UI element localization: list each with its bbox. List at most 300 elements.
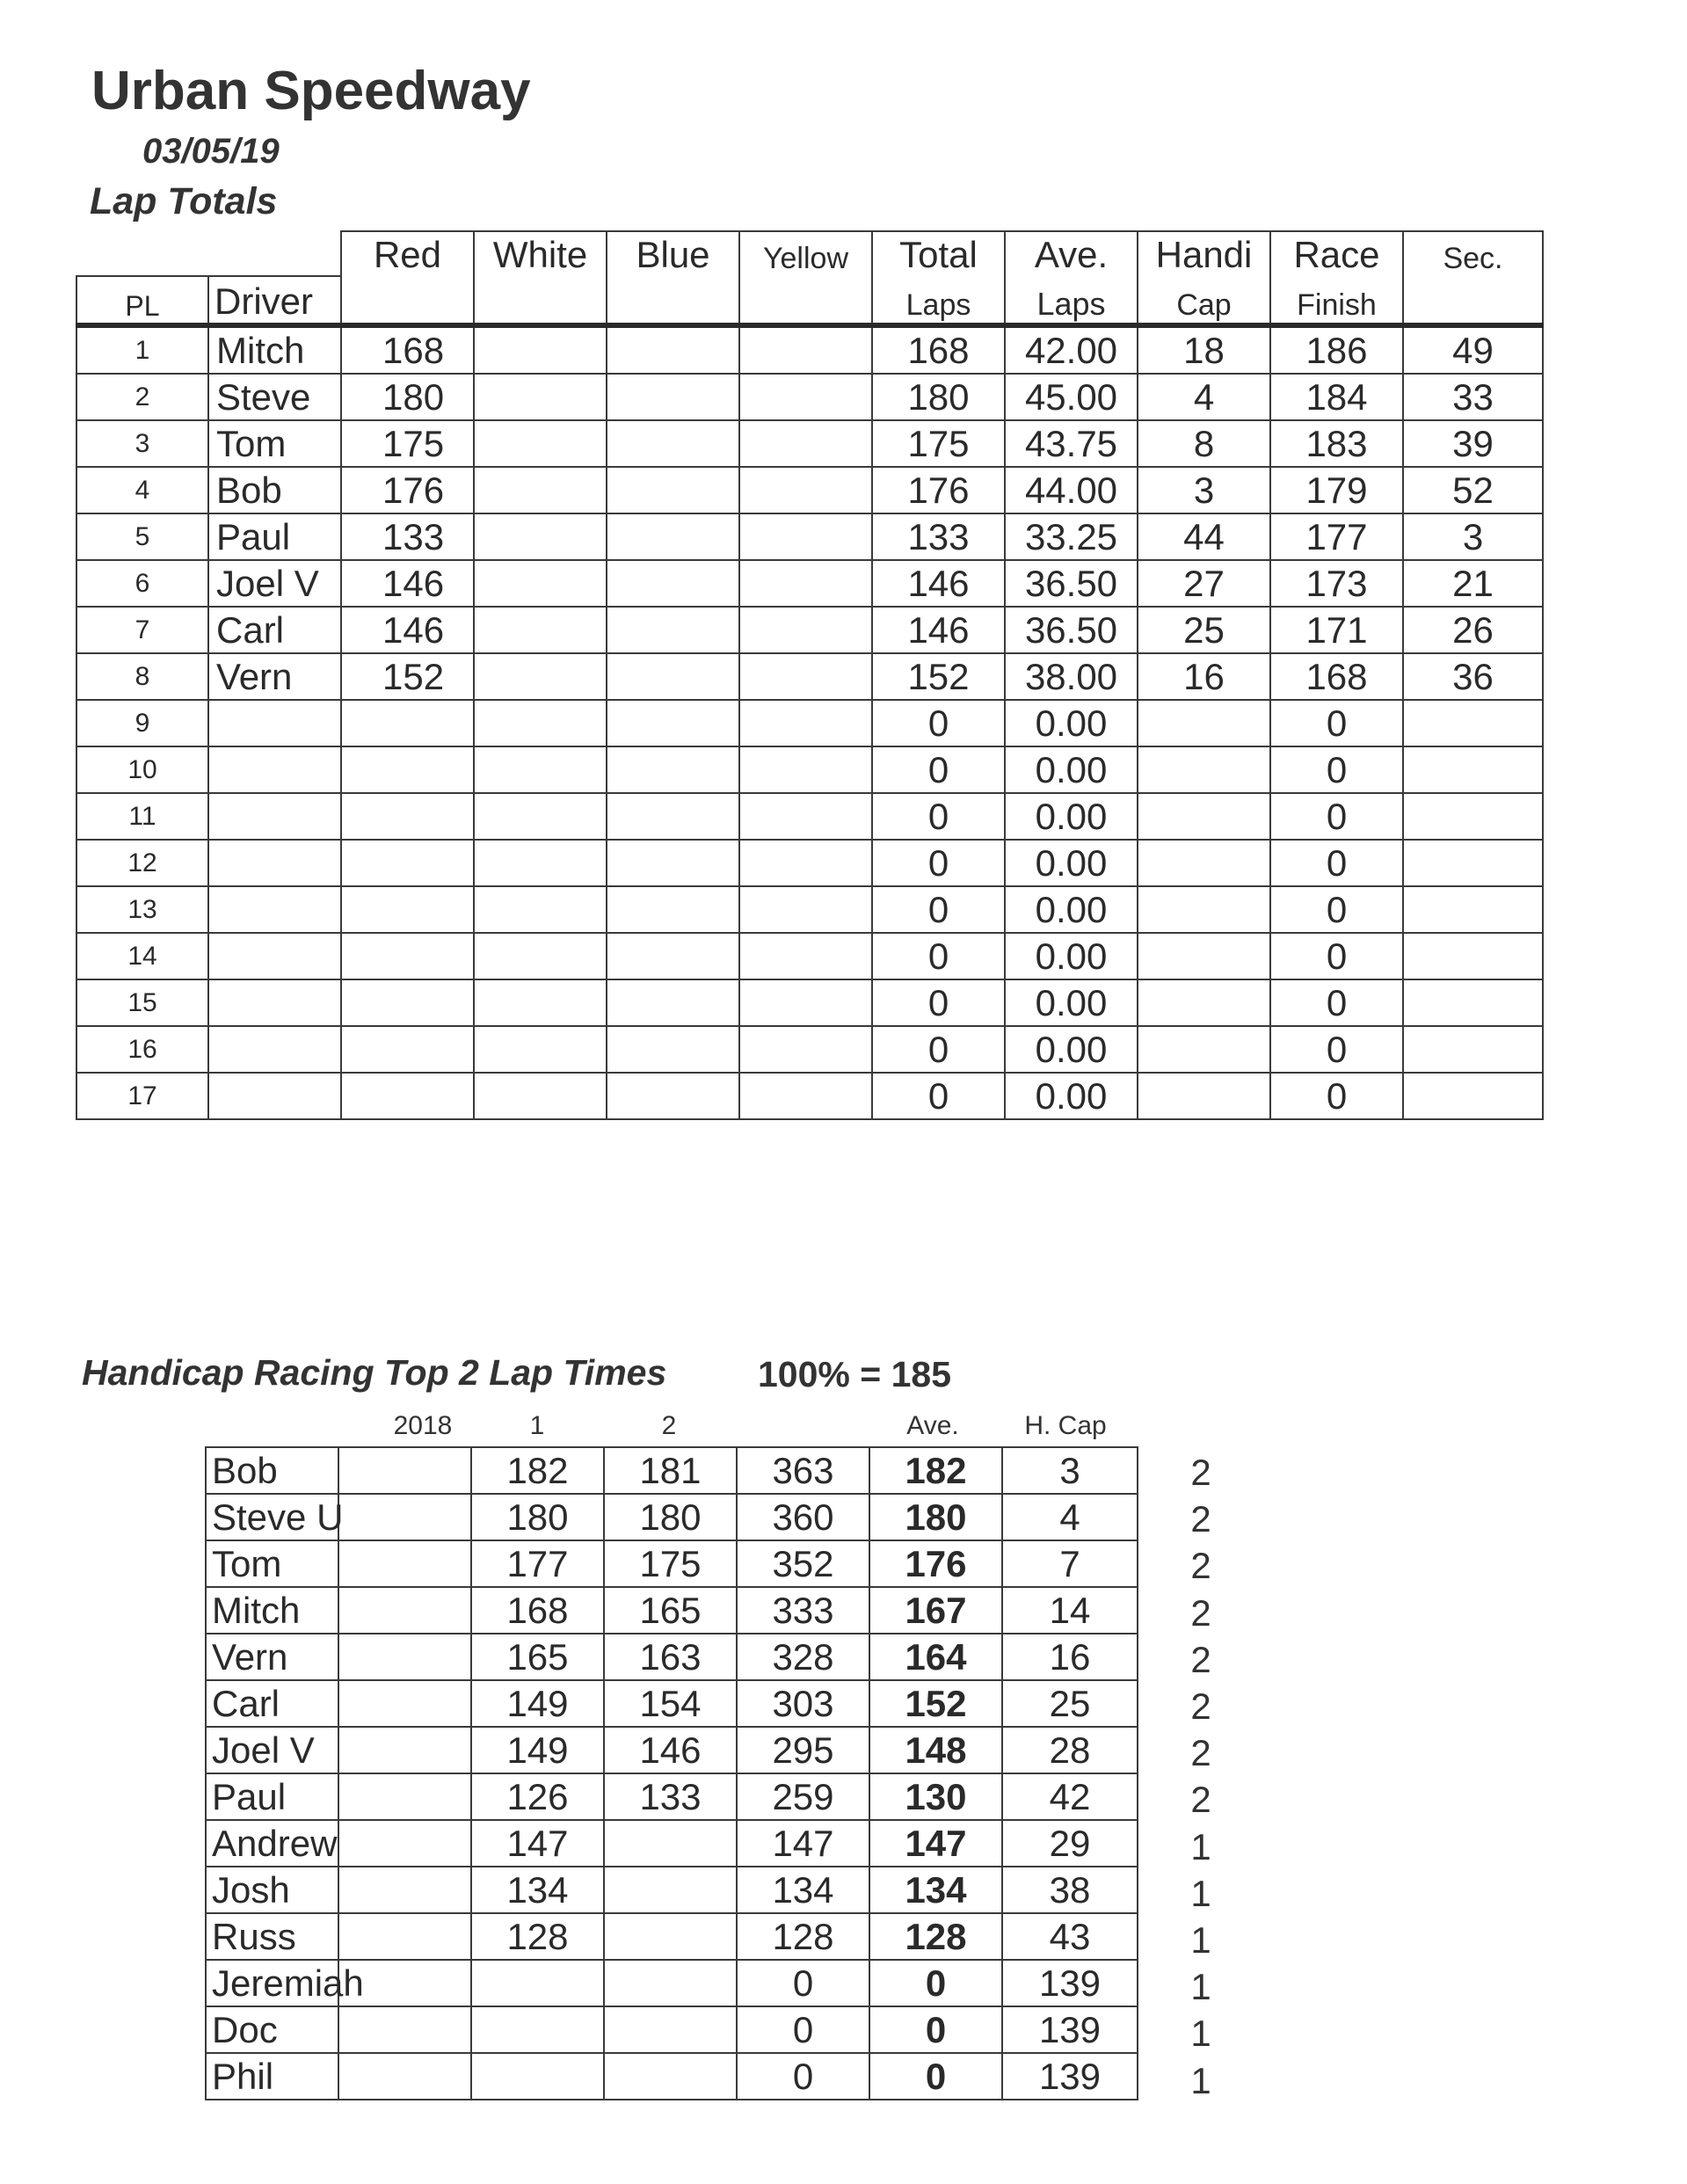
cell-sec [1403, 933, 1543, 979]
cell-sec: 21 [1403, 560, 1543, 607]
cell-y2018 [338, 1867, 471, 1913]
cell-lap1: 180 [471, 1494, 604, 1540]
cell-ave: 0.00 [1005, 840, 1138, 886]
cell-finish: 0 [1270, 840, 1403, 886]
table-row [76, 840, 1543, 886]
cell-yellow [739, 933, 872, 979]
hc-col-ave: Ave. [906, 1411, 959, 1440]
cell-blue [607, 325, 739, 374]
handicap-table [205, 1446, 1138, 2100]
table-row [206, 1634, 1138, 1680]
cell-handicap [1138, 1073, 1270, 1119]
col-blue: Blue [607, 231, 739, 276]
cell-finish: 0 [1270, 1073, 1403, 1119]
col-sec: Sec. [1403, 231, 1543, 276]
cell-lap1 [471, 2006, 604, 2053]
cell-yellow [739, 513, 872, 560]
cell-total: 0 [872, 746, 1005, 793]
cell-driver [208, 700, 341, 746]
cell-white [474, 560, 607, 607]
cell-finish: 0 [1270, 933, 1403, 979]
cell-handicap [1138, 979, 1270, 1026]
hc-col-lap2: 2 [661, 1411, 677, 1440]
table-row [76, 467, 1543, 513]
cell-lap1: 149 [471, 1680, 604, 1727]
cell-yellow [739, 840, 872, 886]
cell-driver [208, 886, 341, 933]
cell-pl: 4 [76, 467, 208, 513]
cell-lap2 [604, 1867, 737, 1913]
cell-finish: 177 [1270, 513, 1403, 560]
cell-pl: 14 [76, 933, 208, 979]
table-row [206, 1727, 1138, 1773]
col-yellow: Yellow [739, 231, 872, 276]
cell-red: 146 [341, 607, 474, 653]
cell-name: Doc [206, 2006, 338, 2053]
lap-count: 1 [1190, 1872, 1211, 1914]
cell-finish: 0 [1270, 886, 1403, 933]
cell-blue [607, 1026, 739, 1073]
cell-red: 146 [341, 560, 474, 607]
table-row [206, 1447, 1138, 1494]
lap-count: 1 [1190, 2059, 1211, 2101]
cell-lap1: 149 [471, 1727, 604, 1773]
col-pl: PL [76, 276, 208, 325]
table-row [76, 374, 1543, 420]
cell-blue [607, 1073, 739, 1119]
handicap-base: 100% = 185 [758, 1354, 951, 1394]
cell-white [474, 653, 607, 700]
cell-total: 168 [872, 325, 1005, 374]
cell-hcap: 7 [1002, 1540, 1138, 1587]
cell-red: 180 [341, 374, 474, 420]
cell-lap2: 180 [604, 1494, 737, 1540]
col-handi-cap: Cap [1138, 276, 1270, 325]
cell-white [474, 420, 607, 467]
cell-driver: Mitch [208, 325, 341, 374]
cell-yellow [739, 886, 872, 933]
cell-white [474, 325, 607, 374]
cell-ave: 0.00 [1005, 979, 1138, 1026]
cell-ave: 38.00 [1005, 653, 1138, 700]
cell-lap1: 182 [471, 1447, 604, 1494]
cell-total: 0 [872, 1026, 1005, 1073]
cell-hcap: 16 [1002, 1634, 1138, 1680]
table-row [76, 886, 1543, 933]
cell-handicap: 4 [1138, 374, 1270, 420]
cell-red [341, 793, 474, 840]
col-race: Race [1270, 231, 1403, 276]
table-row [206, 1867, 1138, 1913]
cell-name: Jeremiah [206, 1960, 338, 2006]
cell-white [474, 467, 607, 513]
cell-finish: 0 [1270, 746, 1403, 793]
cell-sum: 0 [737, 2053, 869, 2100]
cell-ave: 0 [869, 1960, 1002, 2006]
cell-finish: 168 [1270, 653, 1403, 700]
cell-driver: Carl [208, 607, 341, 653]
cell-sum: 363 [737, 1447, 869, 1494]
cell-hcap: 4 [1002, 1494, 1138, 1540]
hc-col-lap1: 1 [529, 1411, 545, 1440]
cell-lap2 [604, 1820, 737, 1867]
cell-sum: 328 [737, 1634, 869, 1680]
cell-blue [607, 420, 739, 467]
cell-name: Russ [206, 1913, 338, 1960]
cell-pl: 3 [76, 420, 208, 467]
col-white: White [474, 231, 607, 276]
lap-totals-table [76, 230, 1544, 1120]
cell-lap1 [471, 1960, 604, 2006]
cell-driver: Vern [208, 653, 341, 700]
cell-hcap: 42 [1002, 1773, 1138, 1820]
cell-sum: 0 [737, 2006, 869, 2053]
table-row [206, 2006, 1138, 2053]
cell-white [474, 746, 607, 793]
cell-white [474, 933, 607, 979]
cell-ave: 182 [869, 1447, 1002, 1494]
lap-table-header-top [76, 231, 1543, 276]
cell-lap2 [604, 1913, 737, 1960]
cell-blue [607, 840, 739, 886]
cell-ave: 176 [869, 1540, 1002, 1587]
lap-count: 2 [1190, 1498, 1211, 1540]
cell-lap2: 165 [604, 1587, 737, 1634]
cell-yellow [739, 1073, 872, 1119]
cell-total: 0 [872, 933, 1005, 979]
cell-pl: 10 [76, 746, 208, 793]
cell-lap2: 154 [604, 1680, 737, 1727]
cell-hcap: 14 [1002, 1587, 1138, 1634]
cell-ave: 167 [869, 1587, 1002, 1634]
cell-hcap: 139 [1002, 2053, 1138, 2100]
cell-handicap [1138, 793, 1270, 840]
lap-count: 1 [1190, 1919, 1211, 1961]
cell-sec [1403, 746, 1543, 793]
cell-y2018 [338, 1727, 471, 1773]
cell-red [341, 1026, 474, 1073]
cell-yellow [739, 746, 872, 793]
cell-total: 176 [872, 467, 1005, 513]
cell-finish: 0 [1270, 793, 1403, 840]
cell-hcap: 43 [1002, 1913, 1138, 1960]
cell-total: 133 [872, 513, 1005, 560]
cell-pl: 16 [76, 1026, 208, 1073]
cell-y2018 [338, 1680, 471, 1727]
cell-total: 0 [872, 700, 1005, 746]
cell-name: Andrew [206, 1820, 338, 1867]
cell-red: 152 [341, 653, 474, 700]
cell-hcap: 28 [1002, 1727, 1138, 1773]
table-row [76, 1073, 1543, 1119]
cell-yellow [739, 793, 872, 840]
cell-name: Joel V [206, 1727, 338, 1773]
cell-sum: 128 [737, 1913, 869, 1960]
cell-ave: 0.00 [1005, 933, 1138, 979]
cell-ave: 0 [869, 2053, 1002, 2100]
cell-driver: Tom [208, 420, 341, 467]
cell-name: Paul [206, 1773, 338, 1820]
cell-lap2: 175 [604, 1540, 737, 1587]
cell-yellow [739, 1026, 872, 1073]
cell-pl: 8 [76, 653, 208, 700]
cell-lap1: 126 [471, 1773, 604, 1820]
cell-lap2: 163 [604, 1634, 737, 1680]
cell-sec [1403, 793, 1543, 840]
cell-ave: 128 [869, 1913, 1002, 1960]
cell-sum: 352 [737, 1540, 869, 1587]
cell-white [474, 374, 607, 420]
col-handi: Handi [1138, 231, 1270, 276]
cell-red [341, 886, 474, 933]
cell-driver [208, 979, 341, 1026]
lap-count: 2 [1190, 1732, 1211, 1774]
table-row [206, 1540, 1138, 1587]
cell-ave: 45.00 [1005, 374, 1138, 420]
cell-driver [208, 933, 341, 979]
lap-totals-heading: Lap Totals [90, 180, 278, 222]
cell-handicap [1138, 886, 1270, 933]
cell-ave: 33.25 [1005, 513, 1138, 560]
table-row [76, 1026, 1543, 1073]
cell-ave: 147 [869, 1820, 1002, 1867]
cell-red [341, 700, 474, 746]
cell-ave: 0.00 [1005, 1073, 1138, 1119]
cell-pl: 15 [76, 979, 208, 1026]
cell-lap1: 128 [471, 1913, 604, 1960]
cell-y2018 [338, 1773, 471, 1820]
cell-y2018 [338, 1494, 471, 1540]
cell-lap1: 165 [471, 1634, 604, 1680]
race-date: 03/05/19 [142, 132, 280, 171]
cell-total: 0 [872, 886, 1005, 933]
col-ave-laps: Laps [1005, 276, 1138, 325]
cell-ave: 0 [869, 2006, 1002, 2053]
table-row [76, 746, 1543, 793]
cell-finish: 186 [1270, 325, 1403, 374]
cell-pl: 11 [76, 793, 208, 840]
lap-count: 1 [1190, 1825, 1211, 1867]
cell-ave: 148 [869, 1727, 1002, 1773]
cell-pl: 17 [76, 1073, 208, 1119]
cell-y2018 [338, 2006, 471, 2053]
cell-yellow [739, 979, 872, 1026]
cell-driver [208, 840, 341, 886]
cell-sec [1403, 979, 1543, 1026]
lap-count: 1 [1190, 1966, 1211, 2008]
cell-total: 180 [872, 374, 1005, 420]
table-row [76, 793, 1543, 840]
cell-sec [1403, 840, 1543, 886]
cell-name: Vern [206, 1634, 338, 1680]
cell-red: 133 [341, 513, 474, 560]
cell-ave: 130 [869, 1773, 1002, 1820]
cell-driver [208, 1073, 341, 1119]
table-row [76, 607, 1543, 653]
cell-lap1: 177 [471, 1540, 604, 1587]
cell-lap2 [604, 2006, 737, 2053]
cell-name: Steve U [206, 1494, 338, 1540]
cell-sum: 259 [737, 1773, 869, 1820]
cell-driver [208, 793, 341, 840]
cell-pl: 6 [76, 560, 208, 607]
cell-white [474, 513, 607, 560]
cell-handicap: 3 [1138, 467, 1270, 513]
cell-ave: 0.00 [1005, 793, 1138, 840]
cell-sec [1403, 1026, 1543, 1073]
cell-handicap [1138, 1026, 1270, 1073]
cell-finish: 183 [1270, 420, 1403, 467]
cell-blue [607, 560, 739, 607]
cell-sec [1403, 886, 1543, 933]
cell-pl: 9 [76, 700, 208, 746]
cell-red [341, 746, 474, 793]
cell-white [474, 793, 607, 840]
cell-blue [607, 607, 739, 653]
cell-yellow [739, 653, 872, 700]
cell-yellow [739, 420, 872, 467]
cell-red [341, 933, 474, 979]
cell-sec: 36 [1403, 653, 1543, 700]
hc-col-2018: 2018 [393, 1411, 453, 1440]
cell-lap2: 146 [604, 1727, 737, 1773]
cell-total: 0 [872, 979, 1005, 1026]
cell-lap2: 133 [604, 1773, 737, 1820]
cell-red [341, 840, 474, 886]
cell-handicap: 16 [1138, 653, 1270, 700]
cell-white [474, 840, 607, 886]
cell-total: 0 [872, 1073, 1005, 1119]
cell-handicap: 18 [1138, 325, 1270, 374]
table-row [76, 653, 1543, 700]
cell-handicap: 25 [1138, 607, 1270, 653]
cell-handicap [1138, 933, 1270, 979]
table-row [76, 933, 1543, 979]
cell-driver: Bob [208, 467, 341, 513]
table-row [206, 1773, 1138, 1820]
cell-name: Tom [206, 1540, 338, 1587]
cell-lap1: 134 [471, 1867, 604, 1913]
cell-driver: Steve [208, 374, 341, 420]
cell-white [474, 700, 607, 746]
cell-red [341, 1073, 474, 1119]
lap-count: 2 [1190, 1779, 1211, 1821]
cell-handicap [1138, 700, 1270, 746]
cell-blue [607, 746, 739, 793]
cell-blue [607, 886, 739, 933]
cell-pl: 12 [76, 840, 208, 886]
table-row [206, 1960, 1138, 2006]
lap-count: 2 [1190, 1545, 1211, 1587]
table-row [76, 700, 1543, 746]
hc-col-hcap: H. Cap [1024, 1411, 1107, 1440]
col-total: Total [872, 231, 1005, 276]
cell-handicap [1138, 746, 1270, 793]
cell-y2018 [338, 1540, 471, 1587]
cell-sum: 295 [737, 1727, 869, 1773]
cell-finish: 173 [1270, 560, 1403, 607]
cell-sum: 333 [737, 1587, 869, 1634]
cell-y2018 [338, 1447, 471, 1494]
cell-ave: 164 [869, 1634, 1002, 1680]
cell-name: Carl [206, 1680, 338, 1727]
cell-total: 0 [872, 840, 1005, 886]
lap-count: 2 [1190, 1452, 1211, 1493]
cell-sec [1403, 700, 1543, 746]
cell-finish: 0 [1270, 1026, 1403, 1073]
cell-ave: 152 [869, 1680, 1002, 1727]
cell-driver [208, 746, 341, 793]
cell-white [474, 1026, 607, 1073]
table-row [206, 1820, 1138, 1867]
cell-name: Mitch [206, 1587, 338, 1634]
cell-ave: 44.00 [1005, 467, 1138, 513]
cell-sum: 134 [737, 1867, 869, 1913]
cell-ave: 36.50 [1005, 560, 1138, 607]
cell-ave: 0.00 [1005, 746, 1138, 793]
cell-ave: 134 [869, 1867, 1002, 1913]
cell-blue [607, 374, 739, 420]
cell-hcap: 139 [1002, 2006, 1138, 2053]
cell-sum: 303 [737, 1680, 869, 1727]
cell-white [474, 607, 607, 653]
cell-finish: 0 [1270, 700, 1403, 746]
cell-name: Bob [206, 1447, 338, 1494]
cell-lap1 [471, 2053, 604, 2100]
lap-count: 2 [1190, 1591, 1211, 1634]
handicap-heading: Handicap Racing Top 2 Lap Times [82, 1352, 667, 1393]
cell-hcap: 139 [1002, 1960, 1138, 2006]
cell-pl: 13 [76, 886, 208, 933]
cell-driver [208, 1026, 341, 1073]
cell-yellow [739, 325, 872, 374]
cell-total: 175 [872, 420, 1005, 467]
lap-count: 2 [1190, 1638, 1211, 1680]
cell-pl: 2 [76, 374, 208, 420]
table-row [206, 1587, 1138, 1634]
cell-white [474, 979, 607, 1026]
lap-count: 2 [1190, 1685, 1211, 1727]
cell-hcap: 3 [1002, 1447, 1138, 1494]
col-race-finish: Finish [1270, 276, 1403, 325]
cell-handicap: 44 [1138, 513, 1270, 560]
cell-ave: 42.00 [1005, 325, 1138, 374]
cell-ave: 0.00 [1005, 700, 1138, 746]
cell-total: 152 [872, 653, 1005, 700]
cell-sec: 52 [1403, 467, 1543, 513]
cell-y2018 [338, 1913, 471, 1960]
cell-sec: 39 [1403, 420, 1543, 467]
cell-finish: 179 [1270, 467, 1403, 513]
cell-pl: 1 [76, 325, 208, 374]
cell-hcap: 38 [1002, 1867, 1138, 1913]
cell-finish: 0 [1270, 979, 1403, 1026]
table-row [206, 2053, 1138, 2100]
cell-sec [1403, 1073, 1543, 1119]
table-row [76, 979, 1543, 1026]
table-row [76, 325, 1543, 374]
cell-handicap: 8 [1138, 420, 1270, 467]
cell-handicap [1138, 840, 1270, 886]
cell-red [341, 979, 474, 1026]
cell-sum: 360 [737, 1494, 869, 1540]
cell-red: 168 [341, 325, 474, 374]
cell-handicap: 27 [1138, 560, 1270, 607]
cell-lap2 [604, 1960, 737, 2006]
cell-total: 0 [872, 793, 1005, 840]
cell-name: Phil [206, 2053, 338, 2100]
cell-ave: 36.50 [1005, 607, 1138, 653]
